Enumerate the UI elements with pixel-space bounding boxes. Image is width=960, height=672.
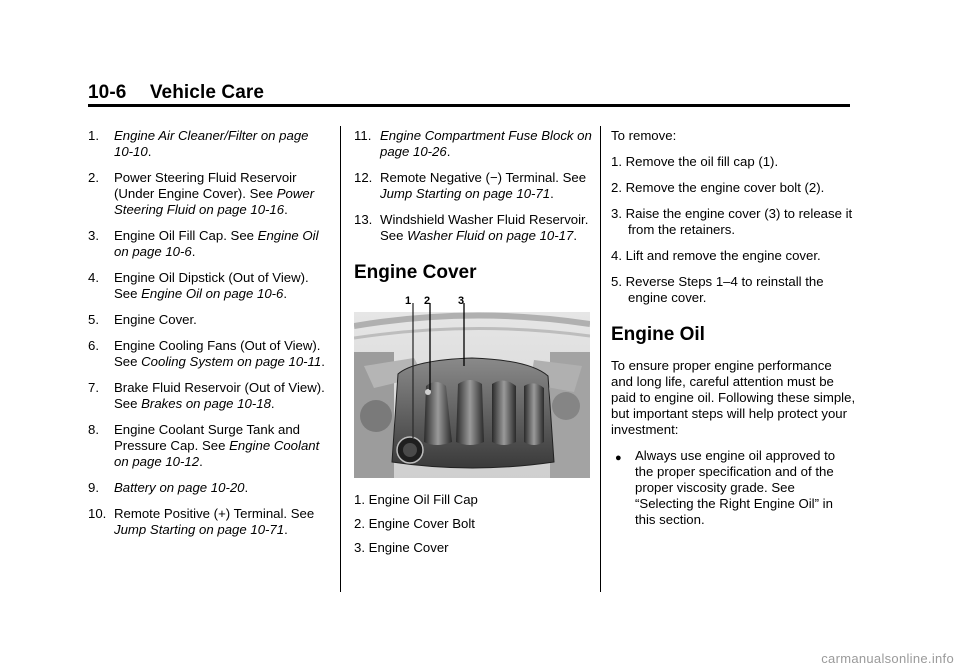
list-item xyxy=(88,338,328,370)
item-text: . xyxy=(573,228,577,243)
cross-reference: Engine Oil on page 10-6 xyxy=(114,228,319,259)
column-divider-2 xyxy=(600,126,601,592)
column-divider-1 xyxy=(340,126,341,592)
item-text: Remote Negative (−) Terminal. See xyxy=(380,170,587,185)
cross-reference: Jump Starting on page 10-71 xyxy=(380,186,551,201)
list-item xyxy=(354,170,592,202)
engine-oil-heading: Engine Oil xyxy=(611,324,705,345)
list-item xyxy=(88,312,328,328)
list-item xyxy=(88,128,328,160)
bullet-icon: ● xyxy=(615,452,622,464)
bullet-text: Always use engine oil approved to the proper specification and of the proper viscosity grade. See “Selecting the Right Engine Oil” in this section. xyxy=(635,448,836,527)
removal-steps xyxy=(611,154,856,306)
step-item: 5. Reverse Steps 1–4 to reinstall the engine cover. xyxy=(611,274,824,305)
header-rule xyxy=(88,104,850,107)
item-text: Engine Coolant Surge Tank and Pressure Cap. See xyxy=(114,422,300,453)
caption-2: 2. Engine Cover Bolt xyxy=(354,516,475,531)
caption-1: 1. Engine Oil Fill Cap xyxy=(354,492,478,507)
page-number: 10-6 xyxy=(88,82,127,103)
remove-intro: To remove: xyxy=(611,128,677,143)
item-number: 6. xyxy=(88,338,99,353)
cross-reference: Engine Oil on page 10-6 xyxy=(141,286,284,301)
item-text: . xyxy=(283,286,288,301)
item-text: Engine Oil Fill Cap. See xyxy=(114,228,258,243)
item-text: Windshield Washer Fluid Reservoir. See xyxy=(380,212,589,243)
engine-cover-heading: Engine Cover xyxy=(354,262,477,283)
item-text: . xyxy=(321,354,325,369)
cross-reference: Power Steering Fluid on page 10-16 xyxy=(114,186,315,217)
item-text: . xyxy=(550,186,554,201)
column-1 xyxy=(88,128,328,548)
item-text: . xyxy=(191,244,196,259)
cross-reference: Washer Fluid on page 10-17 xyxy=(407,228,574,243)
callout-3: 3 xyxy=(458,296,465,307)
item-text: Engine Cooling Fans (Out of View). See xyxy=(114,338,321,369)
cross-reference: Jump Starting on page 10-71 xyxy=(114,522,285,537)
item-number: 2. xyxy=(88,170,99,185)
watermark: carmanualsonline.info xyxy=(821,651,954,666)
list-item xyxy=(88,228,328,260)
component-list-continued xyxy=(354,128,592,244)
column-2 xyxy=(354,128,592,564)
item-number: 4. xyxy=(88,270,99,285)
engine-oil-paragraph: To ensure proper engine performance and long life, careful attention must be paid to engine oil. Following these simple, but important steps will help protect your investment: xyxy=(611,358,856,437)
item-number: 3. xyxy=(88,228,99,243)
item-text: . xyxy=(446,144,451,159)
item-number: 11. xyxy=(354,128,372,143)
list-item xyxy=(88,422,328,470)
list-item xyxy=(354,212,592,244)
oil-bullet xyxy=(611,448,856,528)
item-text: Brake Fluid Reservoir (Out of View). See xyxy=(114,380,325,411)
item-number: 1. xyxy=(88,128,99,143)
item-number: 13. xyxy=(354,212,373,227)
item-text: . xyxy=(270,396,275,411)
list-item xyxy=(88,380,328,412)
step-item: 1. Remove the oil fill cap (1). xyxy=(611,154,779,169)
list-item xyxy=(88,170,328,218)
item-text: . xyxy=(284,522,288,537)
item-text: Remote Positive (+) Terminal. See xyxy=(114,506,315,521)
list-item xyxy=(88,480,328,496)
item-text: Engine Oil Dipstick (Out of View). See xyxy=(114,270,309,301)
item-number: 8. xyxy=(88,422,99,437)
column-3 xyxy=(611,128,856,528)
list-item xyxy=(354,128,592,160)
item-text: Power Steering Fluid Reservoir (Under Engine Cover). See xyxy=(114,170,297,201)
item-number: 9. xyxy=(88,480,99,495)
cross-reference: Cooling System on page 10-11 xyxy=(141,354,322,369)
step-item: 4. Lift and remove the engine cover. xyxy=(611,248,821,263)
item-number: 12. xyxy=(354,170,373,185)
item-text: . xyxy=(147,144,152,159)
cross-reference: Brakes on page 10-18 xyxy=(141,396,271,411)
item-text: . xyxy=(199,454,203,469)
item-number: 7. xyxy=(88,380,99,395)
cross-reference: Engine Coolant on page 10-12 xyxy=(114,438,320,469)
callout-2: 2 xyxy=(424,296,431,307)
page-header xyxy=(88,82,264,104)
item-number: 10. xyxy=(88,506,107,521)
step-item: 2. Remove the engine cover bolt (2). xyxy=(611,180,825,195)
caption-3: 3. Engine Cover xyxy=(354,540,449,555)
step-item: 3. Raise the engine cover (3) to release it from the retainers. xyxy=(611,206,853,237)
engine-cover-figure xyxy=(354,296,590,478)
item-text: . xyxy=(244,480,249,495)
list-item xyxy=(88,506,328,538)
item-text: Engine Cover. xyxy=(114,312,197,327)
callout-1: 1 xyxy=(405,296,412,307)
item-number: 5. xyxy=(88,312,99,327)
cross-reference: Engine Compartment Fuse Block on page 10-26 xyxy=(380,128,592,159)
chapter-title: Vehicle Care xyxy=(149,82,265,103)
cross-reference: Engine Air Cleaner/Filter on page 10-10 xyxy=(114,128,309,159)
engine-cover-illustration xyxy=(354,296,590,478)
item-text: . xyxy=(284,202,288,217)
cross-reference: Battery on page 10-20 xyxy=(114,480,245,495)
list-item xyxy=(88,270,328,302)
